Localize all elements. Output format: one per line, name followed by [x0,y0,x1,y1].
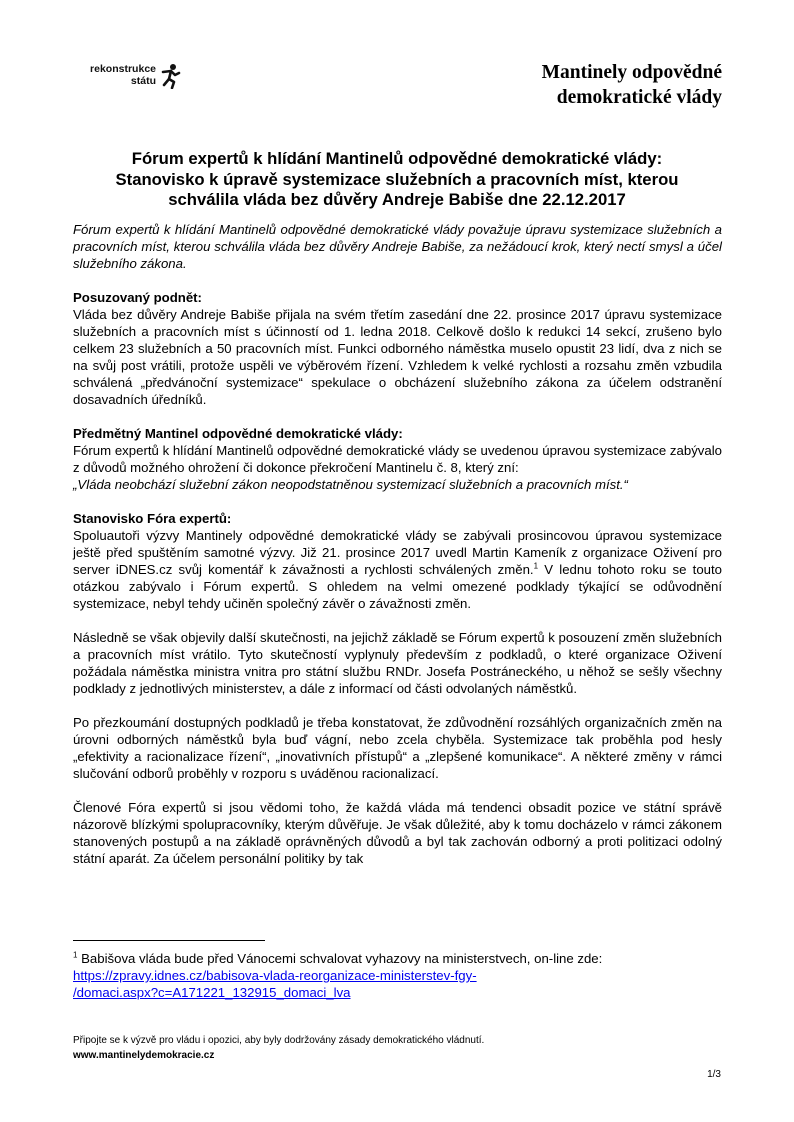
document-title-line3: schválila vláda bez důvěry Andreje Babiše dne 22.12.2017 [168,190,626,209]
page-number: 1/3 [707,1069,721,1080]
header-title [462,60,722,110]
stanovisko-paragraph-3: Po přezkoumání dostupných podkladů je třeba konstatovat, že zdůvodnění rozsáhlých organizačních změn na úrovni odborných náměstků byla buď vágní, nebo zcela chyběla. Systemizace tak proběhla pod hesly „efektivity a racionalizace řízení“, „inovativních přístupů“ a „zlepšené komunikace“. A některé změny v rámci slučování odborů proběhly v rozporu s uváděnou racionalizací. [73,715,722,781]
stanovisko-p1-text: Spoluautoři výzvy Mantinely odpovědné demokratické vlády se zabývali prosincovou úpravou systemizace ještě před spuštěním samotné výzvy. Již 21. prosince 2017 uvedl Martin Kameník z organizace Oživení pro server iDNES.cz svůj komentář k závažnosti a rychlosti schválených změn. [73,528,722,577]
section-heading-podnet: Posuzovaný podnět: [73,290,202,305]
header-title-line1: Mantinely odpovědné [541,62,722,83]
footnote-divider [73,940,265,941]
running-figure-icon [158,63,182,89]
logo-line2: státu [130,75,156,87]
document-body [73,221,722,884]
stanovisko-p1-continued: V lednu tohoto roku se touto otázkou zabývalo i Fórum expertů. S ohledem na velmi omezené podklady týkající se odůvodnění systemizace, nebyl tehdy učiněn společný závěr o závažnosti změn. [73,562,723,611]
document-title [72,149,722,211]
page-footer [73,1033,722,1063]
footnote-mark: 1 [73,950,78,960]
stanovisko-paragraph-1 [73,527,722,612]
logo-text [72,63,156,87]
stanovisko-paragraph-4: Členové Fóra expertů si jsou vědomi toho, že každá vláda má tendenci obsadit pozice ve státní správě názorově blízkými spolupracovníky, kterým důvěřuje. Je však důležité, aby k tomu docházelo v rámci zákonem stanovených postupů a na základě oprávněných důvodů a byl tak zachován odborný a proti politizaci odolný státní aparát. Za účelem personální politiky by tak [73,800,722,866]
section-heading-stanovisko: Stanovisko Fóra expertů: [73,511,232,526]
footer-appeal-text: Připojte se k výzvě pro vládu i opozici, aby byly dodržovány zásady demokratického vládnutí. [73,1035,485,1046]
document-title-line2: Stanovisko k úpravě systemizace služebních a pracovních míst, kterou [115,169,679,189]
intro-paragraph: Fórum expertů k hlídání Mantinelů odpovědné demokratické vlády považuje úpravu systemizace služebních a pracovních míst, kterou schválila vláda bez důvěry Andreje Babiše, za nežádoucí krok, který nectí smysl a účel služebního zákona. [73,222,722,271]
footnote-text-line [73,950,722,967]
footer-website[interactable]: www.mantinelydemokracie.cz [73,1050,215,1061]
section-mantinel-text: Fórum expertů k hlídání Mantinelů odpovědné demokratické vlády se uvedenou úpravou systemizace zabývalo z důvodů možného ohrožení či dokonce překročení Mantinelu č. 8, který zní: [73,443,722,475]
footnote-link[interactable] [73,968,477,1000]
document-title-line1: Fórum expertů k hlídání Mantinelů odpovědné demokratické vlády: [131,149,663,168]
footnote-reference[interactable]: 1 [533,561,539,571]
footnote-link-line1[interactable]: https://zpravy.idnes.cz/babisova-vlada-reorganizace-ministerstev-fgy- [73,968,477,983]
footnote-text: Babišova vláda bude před Vánocemi schvalovat vyhazovy na ministerstvech, on-line zde: [77,951,603,966]
stanovisko-paragraph-2: Následně se však objevily další skutečnosti, na jejichž základě se Fórum expertů k posouzení změn služebních a pracovních míst vrátilo. Tyto skutečností vyplynuly především z podkladů, o které organizace Oživení požádala náměstka ministra vnitra pro státní službu RNDr. Josefa Postráneckého, u něhož se sešly všechny podklady z jednotlivých ministerstev, a dále z informací od části odvolaných náměstků. [73,630,722,696]
section-podnet-text: Vláda bez důvěry Andreje Babiše přijala na svém třetím zasedání dne 22. prosince 2017 úpravu systemizace služebních a pracovních míst s účinností od 1. ledna 2018. Celkově došlo k redukci 14 sekcí, zrušeno bylo celkem 23 služebních a 50 pracovních míst. Funkci odborného náměstka muselo opustit 23 lidí, dva z nich se na svůj post vrátili, protože uspěli ve výběrovém řízení. Vzhledem k velké rychlosti a rozsahu změn vzbudila schválená „předvánoční systemizace“ spekulace o obcházení služebního zákona za účelem odstranění dosavadních úředníků. [73,307,722,407]
logo [72,63,192,99]
section-heading-mantinel: Předmětný Mantinel odpovědné demokratické vlády: [73,426,403,441]
header-title-line2: demokratické vlády [556,87,722,108]
logo-line1: rekonstrukce [90,63,156,75]
mantinel-quote: „Vláda neobchází služební zákon neopodstatněnou systemizací služebních a pracovních míst.“ [73,477,628,492]
footnote-link-line2[interactable]: /domaci.aspx?c=A171221_132915_domaci_lva [73,985,351,1000]
footnote [73,950,722,1001]
